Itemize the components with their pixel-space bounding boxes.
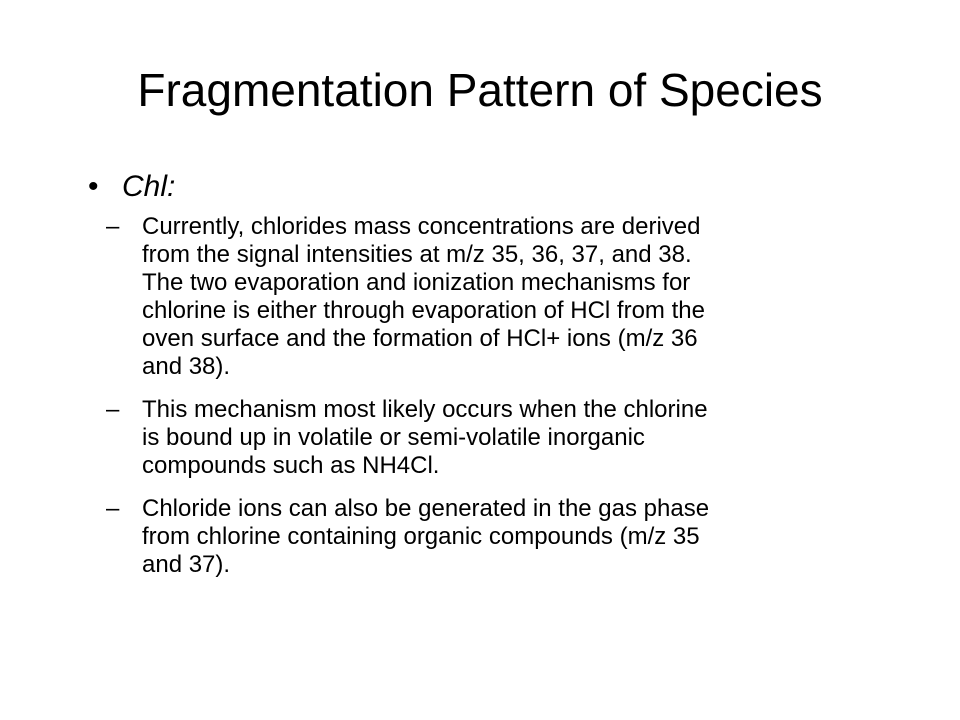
sub-bullet-item <box>106 213 906 381</box>
bullet-dot: • <box>88 170 99 203</box>
sub-bullet-list <box>106 213 906 594</box>
dash-marker: – <box>106 495 120 522</box>
dash-marker: – <box>106 396 120 423</box>
sub-bullet-item <box>106 396 906 480</box>
dash-marker: – <box>106 213 120 240</box>
text-line: oven surface and the formation of HCl+ ions (m/z 36 <box>142 325 698 352</box>
text-line: from the signal intensities at m/z 35, 36, 37, and 38. <box>142 241 692 268</box>
text-line: and 37). <box>142 551 231 578</box>
text-line: The two evaporation and ionization mechanisms for <box>142 269 691 296</box>
sub-bullet-item <box>106 495 906 579</box>
text-line: Currently, chlorides mass concentrations are derived <box>142 213 701 240</box>
slide-title: Fragmentation Pattern of Species <box>137 64 823 116</box>
text-line: and 38). <box>142 353 231 380</box>
text-line: is bound up in volatile or semi-volatile inorganic <box>142 424 645 451</box>
text-line: from chlorine containing organic compounds (m/z 35 <box>142 523 700 550</box>
text-line: This mechanism most likely occurs when the chlorine <box>142 396 708 423</box>
text-line: Chloride ions can also be generated in the gas phase <box>142 495 710 522</box>
text-line: compounds such as NH4Cl. <box>142 452 440 479</box>
text-line: chlorine is either through evaporation of HCl from the <box>142 297 705 324</box>
bullet-label: Chl: <box>122 170 176 203</box>
bullet-chl <box>88 168 175 206</box>
